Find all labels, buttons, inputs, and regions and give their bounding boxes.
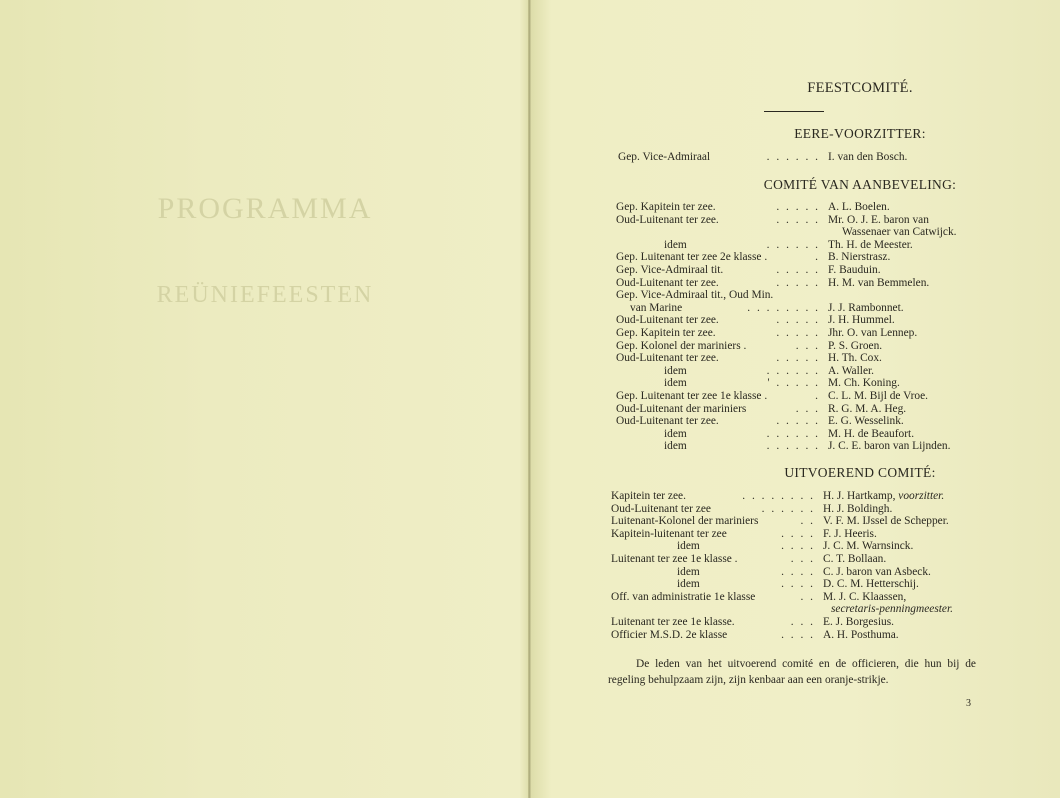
list-row [611, 490, 977, 503]
rank-label: idem [664, 440, 687, 453]
list-row [611, 540, 977, 553]
aanbeveling-heading: COMITÉ VAN AANBEVELING: [763, 177, 957, 192]
leader-dots: . . . . . . [766, 238, 820, 251]
rank-label: Oud-Luitenant ter zee. [616, 213, 719, 226]
leader-dots: . . . . . . [761, 502, 815, 515]
person-name: Th. H. de Meester. [828, 238, 913, 251]
list-row [616, 302, 978, 315]
leader-dots: . [815, 390, 820, 402]
rank-label: Oud-Luitenant ter zee [611, 502, 711, 515]
person-name: M. J. C. Klaassen, [823, 590, 907, 603]
rank-label: Luitenant ter zee 1e klasse. [611, 616, 735, 628]
leader-dots: . . . . [781, 527, 815, 540]
rank-label: Gep. Kolonel der mariniers . [616, 339, 747, 352]
person-name: H. Th. Cox. [828, 352, 882, 365]
rank-label: Luitenant ter zee 1e klasse . [611, 553, 738, 565]
list-row [616, 352, 978, 365]
list-row [616, 440, 978, 453]
person-name: V. F. M. IJssel de Schepper. [823, 515, 949, 528]
list-row [616, 201, 978, 214]
leader-dots: . . [800, 515, 815, 528]
list-row [616, 277, 978, 290]
rank-label: Gep. Kapitein ter zee. [616, 201, 716, 213]
leader-dots: . . [800, 590, 815, 603]
ghost-title: PROGRAMMA [157, 192, 373, 225]
person-name: J. C. E. baron van Lijnden. [828, 440, 951, 453]
person-name: R. G. M. A. Heg. [828, 402, 907, 415]
list-row [616, 340, 978, 353]
list-row [611, 616, 977, 629]
list-row [611, 566, 977, 579]
rank-label: idem [677, 540, 700, 553]
rank-label: Luitenant-Kolonel der mariniers [611, 515, 759, 528]
person-name: Mr. O. J. E. baron van [828, 213, 929, 226]
leader-dots: . . . . [781, 628, 815, 641]
person-name: M. Ch. Koning. [828, 377, 900, 390]
leader-dots: . . . [795, 402, 820, 415]
rank-label: Gep. Kapitein ter zee. [616, 327, 716, 339]
person-name: B. Nierstrasz. [828, 251, 891, 264]
rank-label: idem [677, 578, 700, 591]
list-row [616, 289, 978, 302]
uitvoerend-heading: UITVOEREND COMITÉ: [784, 465, 936, 480]
leader-dots: . . . . . . . . [742, 490, 815, 502]
list-row [616, 214, 978, 227]
leader-dots: . . . . . [776, 352, 820, 365]
list-row [611, 553, 977, 566]
person-name: A. H. Posthuma. [823, 628, 899, 641]
leader-dots: . . . [790, 616, 815, 628]
leader-dots: . . . . [781, 578, 815, 591]
list-row [611, 591, 977, 604]
rank-label: Oud-Luitenant der mariniers [616, 402, 747, 415]
leader-dots: . . . . . . . . [747, 301, 820, 314]
list-row [616, 415, 978, 428]
rank-label: idem [664, 377, 687, 390]
person-name: M. H. de Beaufort. [828, 427, 915, 440]
leader-dots: . . . . . [776, 415, 820, 428]
eere-heading: EERE-VOORZITTER: [794, 126, 926, 141]
list-row [616, 264, 978, 277]
person-name: Wassenaer van Catwijck. [842, 226, 957, 239]
person-name: H. M. van Bemmelen. [828, 276, 930, 289]
list-row [611, 578, 977, 591]
leader-dots: ' . . . . . [767, 377, 820, 390]
list-row [616, 239, 978, 252]
rank-label: Gep. Vice-Admiraal tit. [616, 264, 724, 276]
list-row [616, 403, 978, 416]
list-row [611, 515, 977, 528]
leader-dots: . . . . . [776, 213, 820, 226]
person-name: Jhr. O. van Lennep. [828, 327, 918, 339]
rank-label: idem [664, 364, 687, 377]
leader-dots: . . . . [781, 565, 815, 578]
leader-dots: . . . . . . [766, 427, 820, 440]
person-name: I. van den Bosch. [828, 151, 908, 163]
list-row [616, 327, 978, 340]
list-row [616, 428, 978, 441]
rank-label: Oud-Luitenant ter zee. [616, 415, 719, 428]
rank-label: Oud-Luitenant ter zee. [616, 276, 719, 289]
person-name: J. J. Rambonnet. [828, 301, 904, 314]
rank-label: Oud-Luitenant ter zee. [616, 314, 719, 327]
person-name: J. H. Hummel. [828, 314, 895, 327]
list-row [616, 226, 978, 239]
title-rule [764, 111, 824, 112]
list-row [611, 629, 977, 642]
leader-dots: . . . . . [776, 327, 820, 339]
list-row [616, 377, 978, 390]
rank-label: van Marine [630, 301, 683, 314]
closing-paragraph: De leden van het uitvoerend comité en de officieren, die hun bij de regeling behulpzaam zijn, zijn kenbaar aan een oranje-strikje. [608, 658, 976, 686]
person-name: F. Bauduin. [828, 264, 881, 276]
rank-label: Gep. Vice-Admiraal tit., Oud Min. [616, 289, 774, 302]
person-name [831, 603, 953, 616]
rank-label: Gep. Luitenant ter zee 2e klasse . [616, 251, 768, 264]
person-name: A. Waller. [828, 364, 875, 377]
person-name: C. J. baron van Asbeck. [823, 565, 931, 578]
ghost-subtitle: REÜNIEFEESTEN [156, 282, 374, 308]
person-name: H. J. Hartkamp, voorzitter. [823, 490, 945, 502]
list-row [611, 528, 977, 541]
leader-dots: . . . . . [776, 264, 820, 276]
page-number: 3 [966, 698, 971, 709]
rank-label: Gep. Luitenant ter zee 1e klasse . [616, 390, 768, 402]
list-row [616, 314, 978, 327]
rank-label: Kapitein-luitenant ter zee [611, 527, 727, 540]
list-row [616, 251, 978, 264]
person-name: J. C. M. Warnsinck. [823, 540, 914, 553]
rank-label: Kapitein ter zee. [611, 490, 686, 502]
rank-label: Officier M.S.D. 2e klasse [611, 628, 728, 641]
rank-label: Off. van administratie 1e klasse [611, 590, 756, 603]
person-name: H. J. Boldingh. [823, 502, 893, 515]
rank-label: Gep. Vice-Admiraal [618, 151, 711, 163]
list-row [611, 603, 977, 616]
leader-dots: . . . . . . [766, 364, 820, 377]
list-row [618, 151, 978, 164]
rank-label: idem [664, 238, 687, 251]
person-name: E. G. Wesselink. [828, 415, 904, 428]
person-name: D. C. M. Hetterschij. [823, 578, 919, 591]
leader-dots: . . . . [781, 540, 815, 553]
rank-label: idem [664, 427, 687, 440]
list-row [616, 390, 978, 403]
leader-dots: . . . . . [776, 201, 820, 213]
rank-label: idem [677, 565, 700, 578]
person-name: A. L. Boelen. [828, 201, 890, 213]
leader-dots: . . . . . [776, 314, 820, 327]
leader-dots: . [815, 251, 820, 264]
leader-dots: . . . . . . [766, 440, 820, 453]
person-name: C. L. M. Bijl de Vroe. [828, 390, 929, 402]
list-row [616, 365, 978, 378]
leader-dots: . . . [790, 553, 815, 565]
page-title: FEESTCOMITÉ. [807, 80, 913, 96]
role-note: voorzitter. [898, 490, 945, 502]
leader-dots: . . . . . [776, 276, 820, 289]
person-name: C. T. Bollaan. [823, 553, 887, 565]
person-name: P. S. Groen. [828, 339, 883, 352]
role-note: secretaris-penningmeester. [831, 603, 953, 616]
list-row [611, 503, 977, 516]
person-name: E. J. Borgesius. [823, 616, 894, 628]
rank-label: Oud-Luitenant ter zee. [616, 352, 719, 365]
leader-dots: . . . . . . [766, 151, 820, 163]
person-name: F. J. Heeris. [823, 527, 877, 540]
leader-dots: . . . [795, 339, 820, 352]
